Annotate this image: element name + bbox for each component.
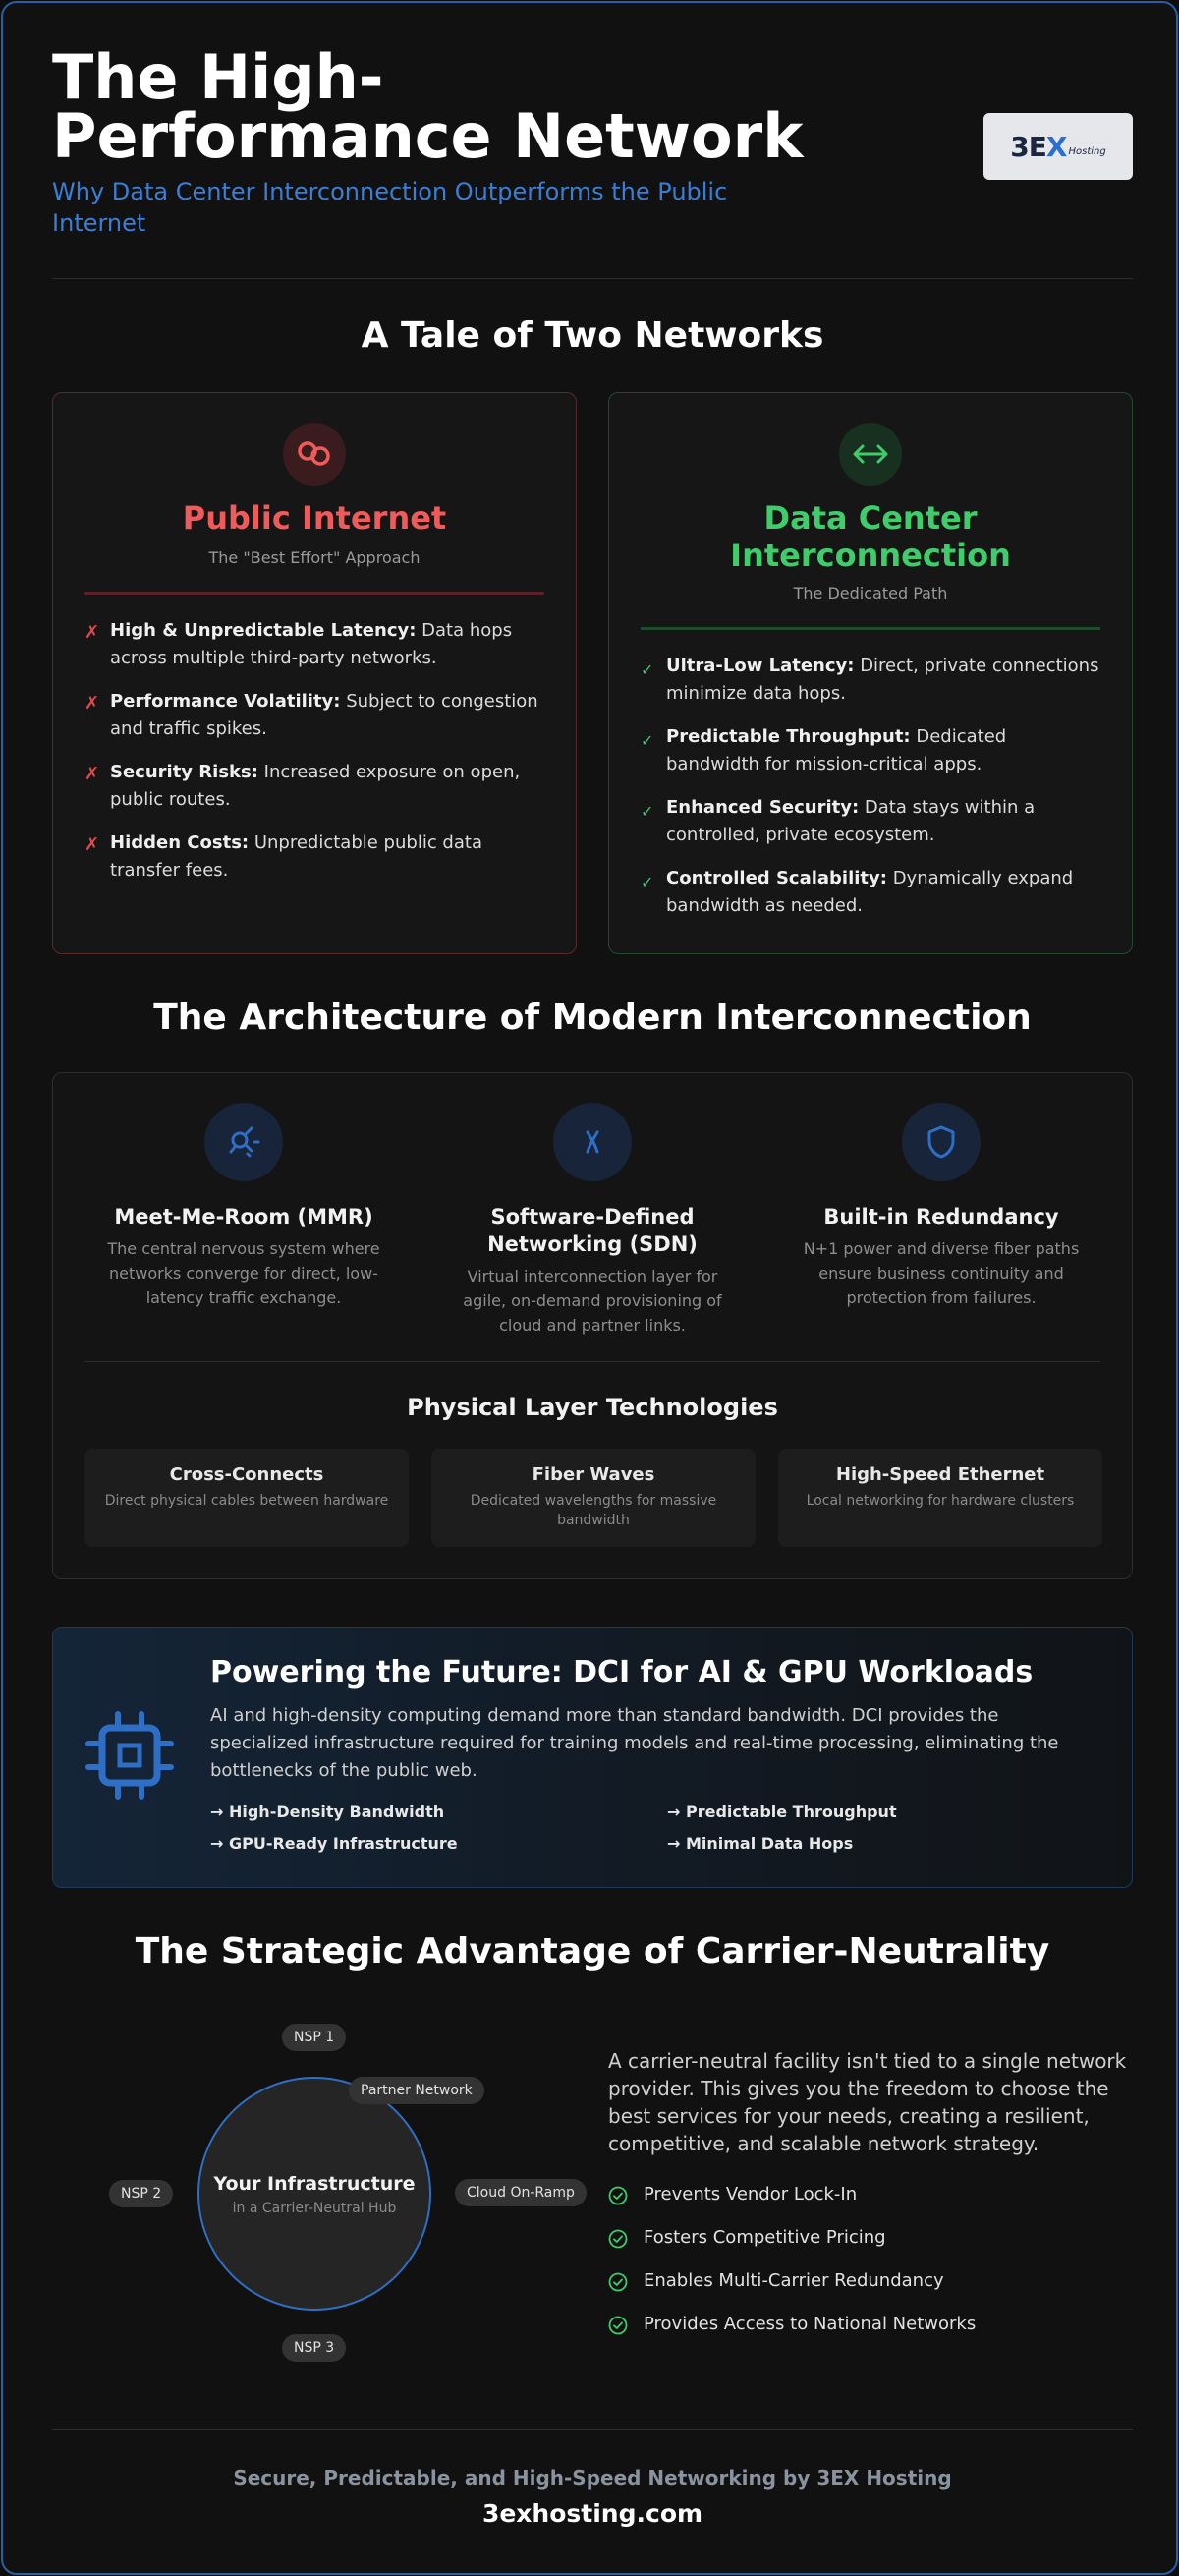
hub-title: Your Infrastructure xyxy=(213,2173,416,2195)
list-item: ✗ High & Unpredictable Latency: Data hops across multiple third-party networks. xyxy=(84,620,513,668)
ai-feature: → High-Density Bandwidth xyxy=(210,1803,445,1821)
architecture-panel xyxy=(52,1072,1133,1579)
cross-icon: ✗ xyxy=(84,622,100,643)
ai-feature: → Minimal Data Hops xyxy=(667,1834,854,1853)
shield-icon xyxy=(902,1103,981,1181)
mmr-title: Meet-Me-Room (MMR) xyxy=(114,1205,373,1229)
cross-connects-tile xyxy=(84,1449,409,1547)
arrows-horizontal-icon xyxy=(839,423,902,486)
list-item: ✗ Security Risks: Increased exposure on open, public routes. xyxy=(84,762,521,810)
ai-feature: → GPU-Ready Infrastructure xyxy=(210,1834,458,1853)
public-internet-list xyxy=(84,617,544,900)
cross-icon: ✗ xyxy=(84,834,100,855)
tile-desc: Direct physical cables between hardware xyxy=(104,1493,389,1509)
cross-icon: ✗ xyxy=(84,693,100,714)
redundancy-column xyxy=(794,1103,1089,1310)
dci-card xyxy=(608,392,1133,954)
dci-title: Data Center Interconnection xyxy=(730,499,1011,574)
brand-logo xyxy=(983,113,1133,180)
public-internet-subtitle: The "Best Effort" Approach xyxy=(208,548,421,567)
fiber-waves-tile xyxy=(431,1449,756,1547)
logo-mark-a: 3E xyxy=(1010,130,1046,163)
check-circle-icon xyxy=(608,2186,628,2205)
page-title: The High-Performance Network xyxy=(52,41,804,172)
check-icon: ✓ xyxy=(641,731,654,750)
high-speed-ethernet-tile xyxy=(778,1449,1102,1547)
redundancy-title: Built-in Redundancy xyxy=(823,1205,1059,1229)
pill-nsp-2: NSP 2 xyxy=(109,2180,173,2207)
footer-url[interactable]: 3exhosting.com xyxy=(481,2499,703,2528)
architecture-divider xyxy=(84,1361,1100,1362)
ai-title: Powering the Future: DCI for AI & GPU Workloads xyxy=(210,1655,1034,1689)
public-internet-divider xyxy=(84,592,544,595)
redundancy-text: N+1 power and diverse fiber paths ensure business continuity and protection from failures. xyxy=(803,1239,1080,1307)
check-icon: ✓ xyxy=(641,873,654,891)
ai-feature: → Predictable Throughput xyxy=(667,1803,897,1821)
carrier-description: A carrier-neutral facility isn't tied to a single network provider. This gives you the freedom to choose the best services for your needs, creating a resilient, competitive, and scalable network strategy. xyxy=(608,2049,1127,2155)
hub-circle xyxy=(197,2077,431,2311)
carrier-title: The Strategic Advantage of Carrier-Neutrality xyxy=(135,1931,1050,1972)
hub-subtitle: in a Carrier-Neutral Hub xyxy=(232,2201,397,2216)
architecture-title: The Architecture of Modern Interconnection xyxy=(153,998,1032,1038)
pill-nsp-3: NSP 3 xyxy=(282,2334,346,2362)
sdn-text: Virtual interconnection layer for agile, on-demand provisioning of cloud and partner links. xyxy=(463,1267,722,1335)
carrier-benefits xyxy=(608,2179,976,2352)
broken-link-icon xyxy=(283,423,346,486)
dci-divider xyxy=(641,627,1100,630)
tile-name: Cross-Connects xyxy=(169,1464,324,1485)
tile-desc: Local networking for hardware clusters xyxy=(806,1493,1075,1509)
ai-text: AI and high-density computing demand more than standard bandwidth. DCI provides the specialized infrastructure required for training models and real-time processing, eliminating the bottlenecks of the public web. xyxy=(210,1705,1059,1781)
check-circle-icon xyxy=(608,2316,628,2335)
list-item: Prevents Vendor Lock-In xyxy=(608,2179,976,2222)
sdn-column xyxy=(445,1103,740,1338)
ai-banner xyxy=(52,1627,1133,1888)
public-internet-card xyxy=(52,392,577,954)
list-item: ✓ Enhanced Security: Data stays within a controlled, private ecosystem. xyxy=(641,797,1036,845)
dna-icon xyxy=(553,1103,632,1181)
list-item: Enables Multi-Carrier Redundancy xyxy=(608,2265,976,2309)
list-item: ✓ Predictable Throughput: Dedicated bandwidth for mission-critical apps. xyxy=(641,726,1007,774)
list-item: ✓ Ultra-Low Latency: Direct, private connections minimize data hops. xyxy=(641,656,1099,704)
list-item: ✗ Performance Volatility: Subject to congestion and traffic spikes. xyxy=(84,691,538,739)
public-internet-title: Public Internet xyxy=(182,499,447,537)
header-divider xyxy=(52,278,1133,279)
logo-mark-b: X xyxy=(1045,130,1067,163)
list-item: ✓ Controlled Scalability: Dynamically expand bandwidth as needed. xyxy=(641,868,1074,916)
pill-nsp-1: NSP 1 xyxy=(282,2024,346,2051)
check-circle-icon xyxy=(608,2272,628,2292)
cpu-chip-icon xyxy=(83,1708,177,1806)
page-subtitle: Why Data Center Interconnection Outperforms the Public Internet xyxy=(52,178,728,237)
logo-sub: Hosting xyxy=(1068,145,1106,157)
pill-partner-network: Partner Network xyxy=(349,2077,484,2104)
mmr-text: The central nervous system where networks converge for direct, low-latency traffic exchange. xyxy=(107,1239,380,1307)
sdn-title: Software-Defined Networking (SDN) xyxy=(487,1205,698,1256)
physical-layer-title: Physical Layer Technologies xyxy=(407,1394,778,1421)
list-item: Fosters Competitive Pricing xyxy=(608,2222,976,2265)
dci-subtitle: The Dedicated Path xyxy=(793,584,948,602)
tile-name: High-Speed Ethernet xyxy=(835,1464,1045,1485)
list-item: ✗ Hidden Costs: Unpredictable public data transfer fees. xyxy=(84,832,482,881)
pill-cloud-on-ramp: Cloud On-Ramp xyxy=(455,2179,587,2206)
footer-tagline: Secure, Predictable, and High-Speed Networking by 3EX Hosting xyxy=(233,2466,952,2490)
list-item: Provides Access to National Networks xyxy=(608,2309,976,2352)
tile-name: Fiber Waves xyxy=(532,1464,655,1485)
page-frame xyxy=(1,1,1178,2575)
tile-desc: Dedicated wavelengths for massive bandwidth xyxy=(470,1493,717,1528)
check-circle-icon xyxy=(608,2229,628,2249)
logo-mark xyxy=(1010,131,1066,163)
mmr-column xyxy=(96,1103,391,1310)
check-icon: ✓ xyxy=(641,802,654,821)
cross-icon: ✗ xyxy=(84,764,100,784)
footer-divider xyxy=(52,2429,1133,2430)
comparison-title: A Tale of Two Networks xyxy=(361,315,824,356)
network-nodes-icon xyxy=(204,1103,283,1181)
dci-list xyxy=(641,653,1100,936)
check-icon: ✓ xyxy=(641,660,654,679)
